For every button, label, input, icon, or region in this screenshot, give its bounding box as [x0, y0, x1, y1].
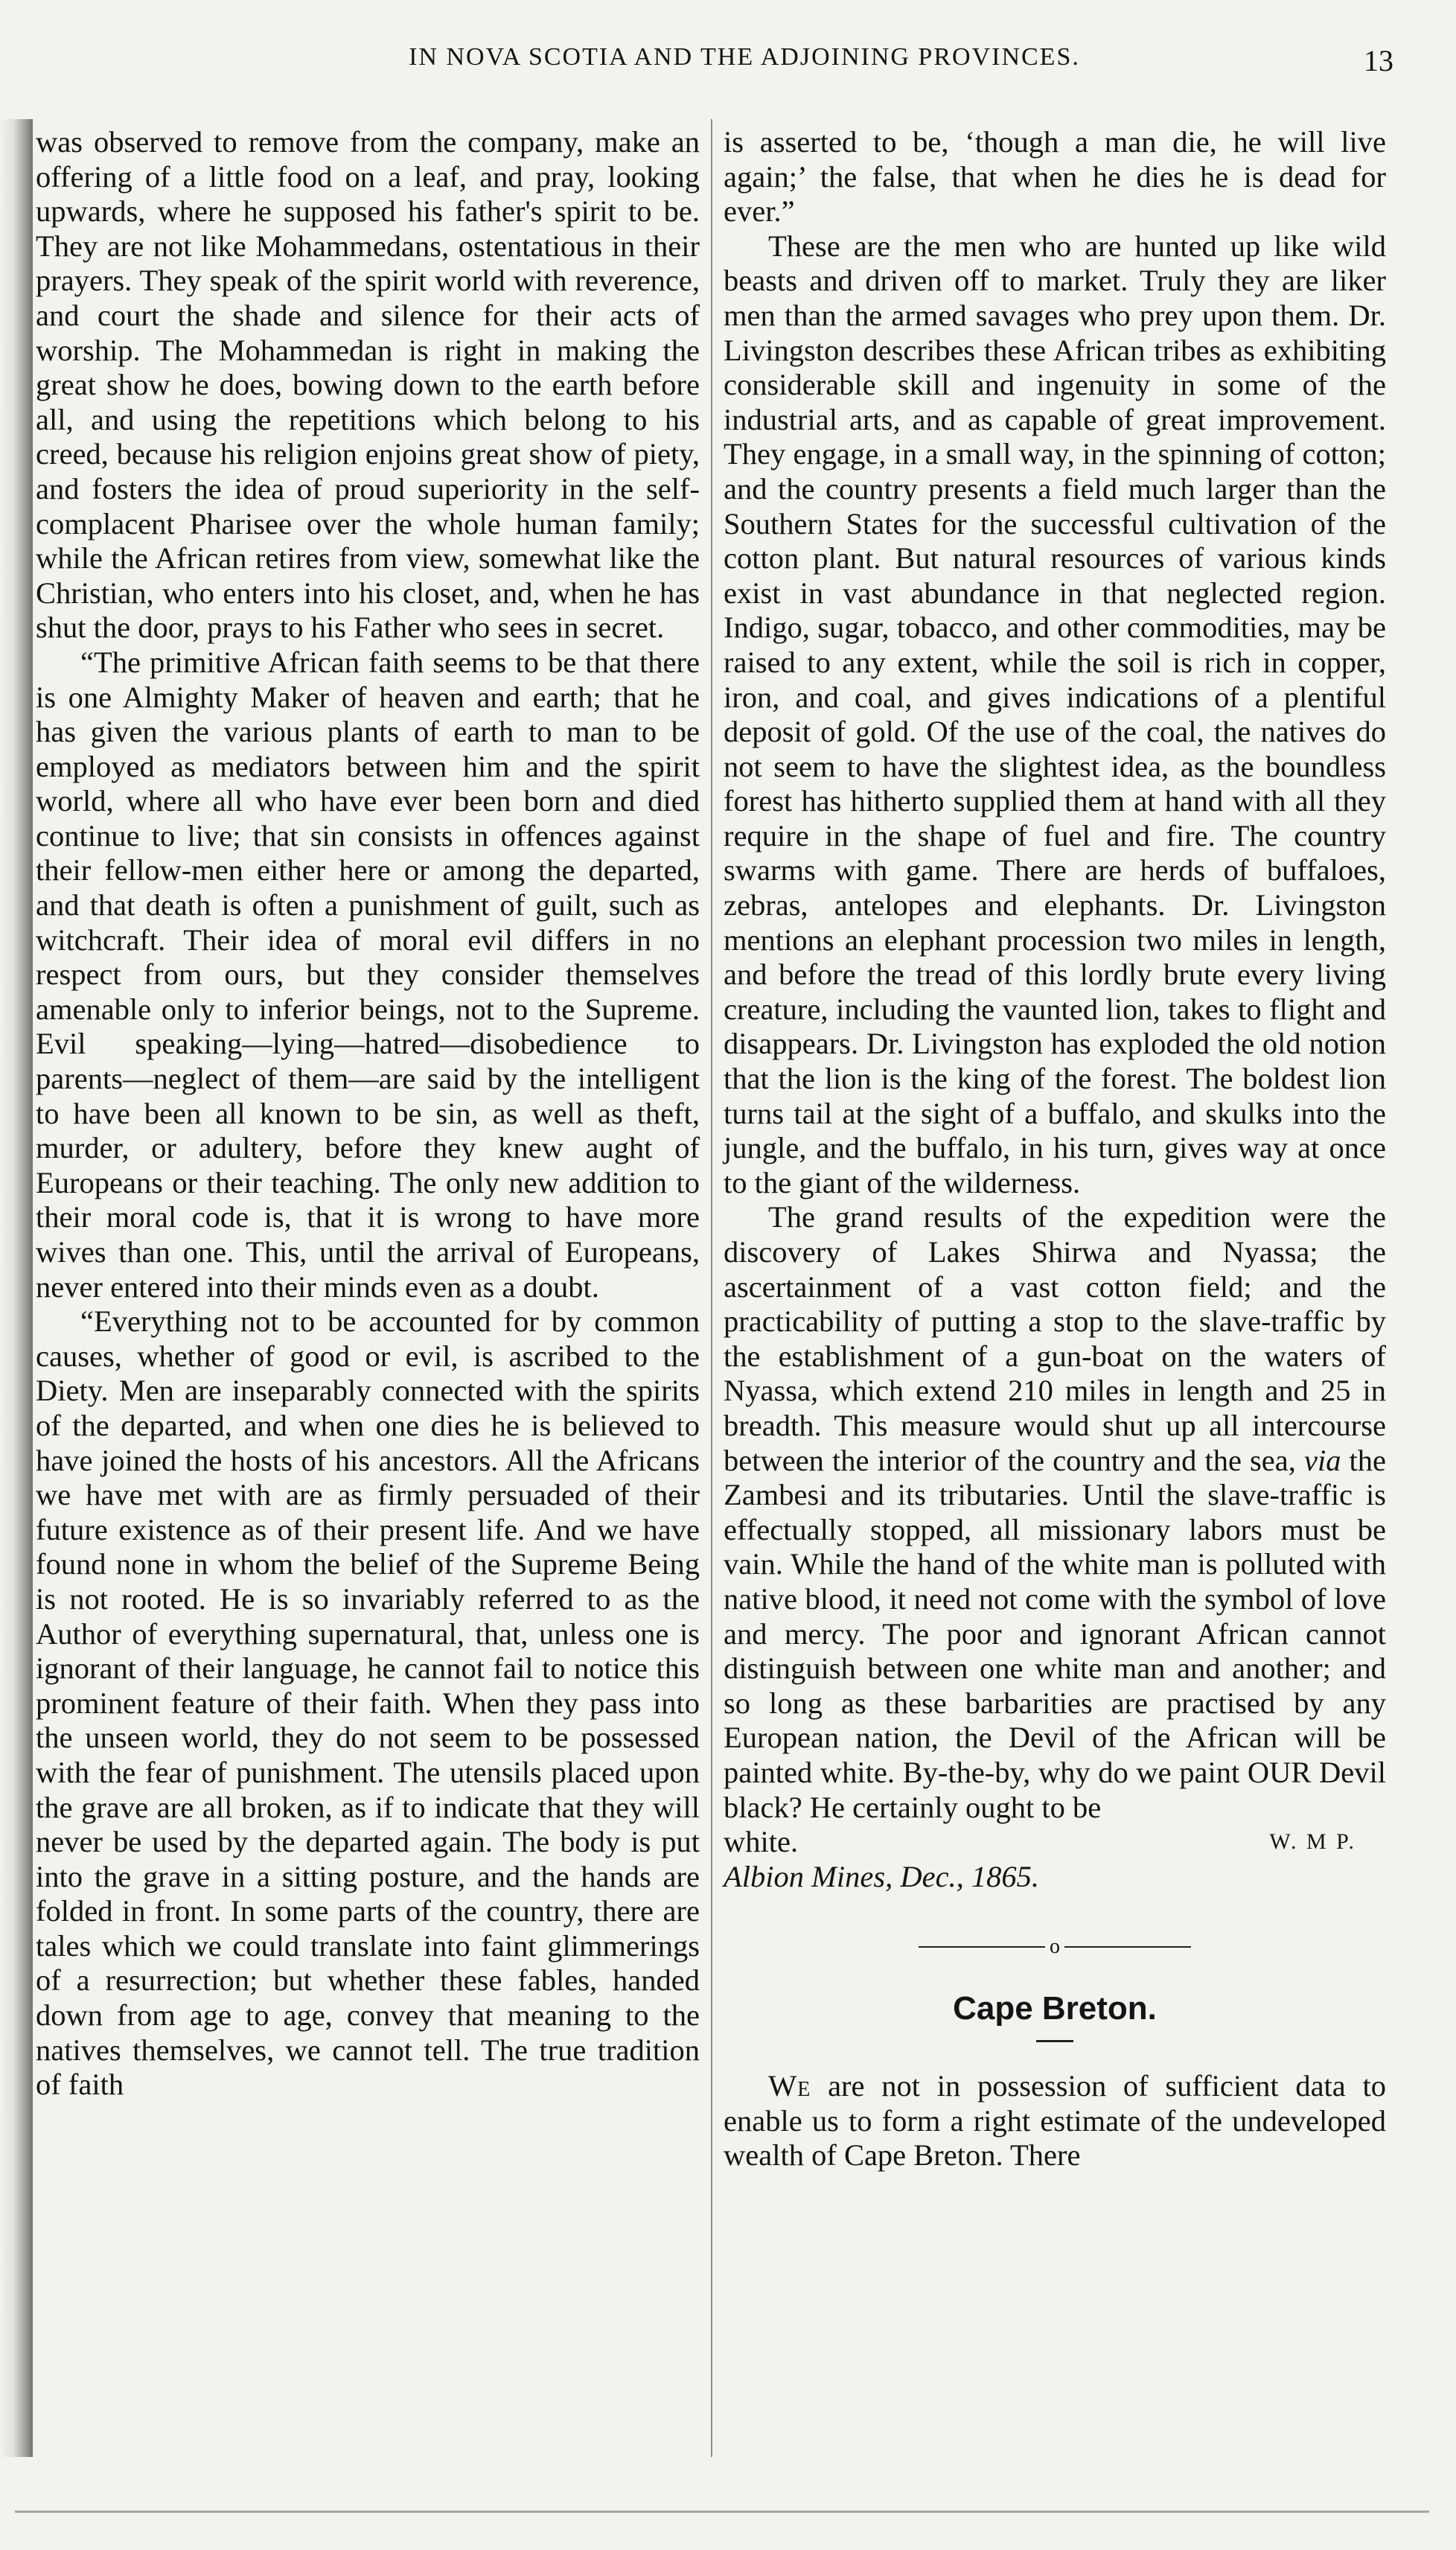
initial-word: We: [768, 2069, 811, 2103]
page-binding-shadow: [0, 119, 33, 2457]
paragraph: [724, 2069, 1386, 2173]
italic-word: via: [1303, 1443, 1341, 1477]
paragraph: [724, 1200, 1386, 1825]
dateline: Albion Mines, Dec., 1865.: [724, 1859, 1040, 1893]
bottom-rule: [15, 2511, 1429, 2513]
paragraph-text: the Zambesi and its tributaries. Until the slave-traffic is effectually stopped, all missionary labors must be vain. While the hand of the white man is polluted with native blood, it need not come with the symbol of love and mercy. The poor and ignorant African cannot distinguish between one white man and another; and so long as these barbarities are practised by any European nation, the Devil of the African will be painted white. By-the-by, why do we paint OUR Devil black? He certainly ought to be: [724, 1443, 1387, 1824]
paragraph: These are the men who are hunted up like wild beasts and driven off to market. Truly they are liker men than the armed savages who prey upon them. Dr. Livingston describes these African tribes as exhibiting considerable skill and ingenuity in some of the industrial arts, and as capable of great improvement. They engage, in a small way, in the spinning of cotton; and the country presents a field much larger than the Southern States for the successful cultivation of the cotton plant. But natural resources of various kinds exist in vast abundance in that neglected region. Indigo, sugar, tobacco, and other commodities, may be raised to any extent, while the soil is rich in copper, iron, and coal, and gives indications of a plentiful deposit of gold. Of the use of the coal, the natives do not seem to have the slightest idea, as the boundless forest has hitherto supplied them at hand with all they require in the shape of fuel and fire. The country swarms with game. There are herds of buffaloes, zebras, antelopes and elephants. Dr. Livingston mentions an elephant procession two miles in length, and before the tread of this lordly brute every living creature, including the vaunted lion, takes to flight and disappears. Dr. Livingston has exploded the old notion that the lion is the king of the forest. The boldest lion turns tail at the sight of a buffalo, and skulks into the jungle, and the buffalo, in his turn, gives way at once to the giant of the wilderness.: [724, 229, 1386, 1199]
closing-word: white.: [724, 1825, 799, 1859]
running-title: IN NOVA SCOTIA AND THE ADJOINING PROVINCES.: [409, 43, 1080, 71]
paragraph: is asserted to be, ‘though a man die, he will live again;’ the false, that when he dies he is dead for ever.”: [724, 125, 1386, 229]
paragraph-text: are not in possession of sufficient data to enable us to form a right estimate of the undeveloped wealth of Cape Breton. There: [724, 2069, 1387, 2173]
signature-line: [724, 1825, 1386, 1860]
page-header: [30, 43, 1399, 95]
paragraph: was observed to remove from the company, make an offering of a little food on a leaf, and pray, looking upwards, where he supposed his father's spirit to be. They are not like Mohammedans, ostentatious in their prayers. They speak of the spirit world with reverence, and court the shade and silence for their acts of worship. The Mohammedan is right in making the great show he does, bowing down to the earth before all, and using the repetitions which belong to his creed, because his religion enjoins great show of piety, and fosters the idea of proud superiority in the self-complacent Pharisee over the whole human family; while the African retires from view, somewhat like the Christian, who enters into his closet, and, when he has shut the door, prays to his Father who sees in secret.: [36, 125, 700, 645]
paragraph: “The primitive African faith seems to be that there is one Almighty Maker of heaven and earth; that he has given the various plants of earth to man to be employed as mediators between him and the spirit world, where all who have ever been born and died continue to live; that sin consists in offences against their fellow-men either here or among the departed, and that death is often a punishment of guilt, such as witchcraft. Their idea of moral evil differs in no respect from ours, but they consider themselves amenable only to inferior beings, not to the Supreme. Evil speaking—lying—hatred—disobedience to parents—neglect of them—are said by the intelligent to have been all known to be sin, as well as theft, murder, or adultery, before they knew aught of Europeans or their teaching. The only new addition to their moral code is, that it is wrong to have more wives than one. This, until the arrival of Europeans, never entered into their minds even as a doubt.: [36, 645, 700, 1304]
ornamental-divider: o: [724, 1928, 1386, 1964]
column-divider: [711, 119, 712, 2457]
section-title: Cape Breton.: [953, 1990, 1157, 2027]
author-initials: W. M P.: [1269, 1829, 1356, 1855]
paragraph-text: The grand results of the expedition were the discovery of Lakes Shirwa and Nyassa; the ascertainment of a vast cotton field; and the practicability of putting a stop to the slave-traffic by the establishment of a gun-boat on the waters of Nyassa, which extend 210 miles in length and 25 in breadth. This measure would shut up all intercourse between the interior of the country and the sea,: [724, 1200, 1386, 1477]
right-column: [724, 125, 1386, 2173]
title-underline: [1036, 2040, 1073, 2042]
left-column: [36, 125, 700, 2103]
page-number: 13: [1364, 44, 1393, 77]
paragraph: “Everything not to be accounted for by common causes, whether of good or evil, is ascribed to the Diety. Men are inseparably connected with the spirits of the departed, and when one dies he is believed to have joined the hosts of his ancestors. All the Africans we have met with are as firmly persuaded of their future existence as of their present life. And we have found none in whom the belief of the Supreme Being is not rooted. He is so invariably referred to as the Author of everything supernatural, that, unless one is ignorant of their language, he cannot fail to notice this prominent feature of their faith. When they pass into the unseen world, they do not seem to be possessed with the fear of punishment. The utensils placed upon the grave are all broken, as if to indicate that they will never be used by the departed again. The body is put into the grave in a sitting posture, and the hands are folded in front. In some parts of the country, there are tales which we could translate into faint glimmerings of a resurrection; but whether these fables, handed down from age to age, convey that meaning to the natives themselves, we cannot tell. The true tradition of faith: [36, 1304, 700, 2102]
